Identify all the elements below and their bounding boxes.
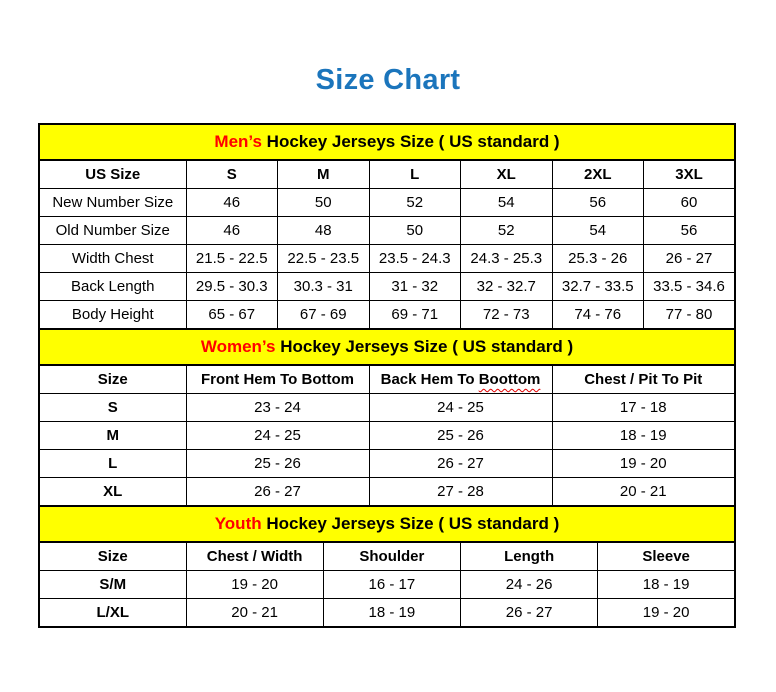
page-title: Size Chart — [315, 64, 461, 96]
column-header: M — [278, 160, 370, 189]
table-row — [39, 599, 735, 628]
cell: 26 - 27 — [644, 245, 736, 273]
banner-text: Hockey Jerseys Size ( US standard ) — [275, 337, 574, 356]
header-row — [39, 365, 735, 394]
column-header: US Size — [39, 160, 186, 189]
cell: 77 - 80 — [644, 301, 736, 330]
cell: 18 - 19 — [323, 599, 460, 628]
column-header: Size — [39, 365, 186, 394]
row-label: L — [39, 450, 186, 478]
cell: 24 - 25 — [369, 394, 552, 422]
cell: 26 - 27 — [461, 599, 598, 628]
cell: 26 - 27 — [186, 478, 369, 507]
cell: 32 - 32.7 — [461, 273, 553, 301]
cell: 24 - 26 — [461, 571, 598, 599]
column-header: Sleeve — [598, 542, 735, 571]
cell: 25 - 26 — [369, 422, 552, 450]
cell: 18 - 19 — [552, 422, 735, 450]
row-label: Body Height — [39, 301, 186, 330]
cell: 69 - 71 — [369, 301, 461, 330]
cell: 32.7 - 33.5 — [552, 273, 644, 301]
banner-text: Hockey Jerseys Size ( US standard ) — [261, 514, 560, 533]
cell: 16 - 17 — [323, 571, 460, 599]
table-row — [39, 571, 735, 599]
cell: 56 — [552, 189, 644, 217]
cell: 19 - 20 — [186, 571, 323, 599]
banner-highlight: Men’s — [214, 132, 262, 151]
cell: 23.5 - 24.3 — [369, 245, 461, 273]
table-banner-youth — [39, 506, 735, 542]
cell: 21.5 - 22.5 — [186, 245, 278, 273]
row-label: Back Length — [39, 273, 186, 301]
row-label: New Number Size — [39, 189, 186, 217]
banner-text: Hockey Jerseys Size ( US standard ) — [261, 132, 560, 151]
cell: 50 — [278, 189, 370, 217]
header-row — [39, 542, 735, 571]
table-row — [39, 301, 735, 330]
table-row — [39, 273, 735, 301]
cell: 22.5 - 23.5 — [278, 245, 370, 273]
column-header: Chest / Width — [186, 542, 323, 571]
size-table-womens — [38, 328, 736, 507]
table-row — [39, 450, 735, 478]
cell: 72 - 73 — [461, 301, 553, 330]
cell: 52 — [461, 217, 553, 245]
cell: 74 - 76 — [552, 301, 644, 330]
row-label: L/XL — [39, 599, 186, 628]
cell: 17 - 18 — [552, 394, 735, 422]
cell: 60 — [644, 189, 736, 217]
cell: 56 — [644, 217, 736, 245]
column-header: XL — [461, 160, 553, 189]
cell: 48 — [278, 217, 370, 245]
cell: 27 - 28 — [369, 478, 552, 507]
banner-row — [39, 329, 735, 365]
banner-highlight: Youth — [214, 514, 262, 533]
cell: 65 - 67 — [186, 301, 278, 330]
table-row — [39, 189, 735, 217]
row-label: S — [39, 394, 186, 422]
table-row — [39, 478, 735, 507]
cell: 19 - 20 — [598, 599, 735, 628]
cell: 46 — [186, 217, 278, 245]
column-header: 3XL — [644, 160, 736, 189]
cell: 30.3 - 31 — [278, 273, 370, 301]
banner-row — [39, 506, 735, 542]
column-header: Back Hem To Boottom — [369, 365, 552, 394]
cell: 18 - 19 — [598, 571, 735, 599]
banner-highlight: Women’s — [200, 337, 276, 356]
cell: 50 — [369, 217, 461, 245]
row-label: M — [39, 422, 186, 450]
cell: 33.5 - 34.6 — [644, 273, 736, 301]
cell: 54 — [552, 217, 644, 245]
column-header: 2XL — [552, 160, 644, 189]
cell: 20 - 21 — [552, 478, 735, 507]
row-label: XL — [39, 478, 186, 507]
size-table-youth — [38, 505, 736, 628]
cell: 23 - 24 — [186, 394, 369, 422]
column-header: Front Hem To Bottom — [186, 365, 369, 394]
header-row — [39, 160, 735, 189]
table-row — [39, 394, 735, 422]
table-row — [39, 422, 735, 450]
row-label: S/M — [39, 571, 186, 599]
cell: 67 - 69 — [278, 301, 370, 330]
size-chart-tables — [38, 123, 736, 628]
cell: 26 - 27 — [369, 450, 552, 478]
cell: 24.3 - 25.3 — [461, 245, 553, 273]
size-table-mens — [38, 123, 736, 330]
table-banner-womens — [39, 329, 735, 365]
column-header: L — [369, 160, 461, 189]
column-header: Chest / Pit To Pit — [552, 365, 735, 394]
misspelled-word: Boottom — [478, 371, 541, 388]
cell: 19 - 20 — [552, 450, 735, 478]
table-banner-mens — [39, 124, 735, 160]
cell: 31 - 32 — [369, 273, 461, 301]
cell: 29.5 - 30.3 — [186, 273, 278, 301]
cell: 25 - 26 — [186, 450, 369, 478]
column-header: Size — [39, 542, 186, 571]
table-row — [39, 245, 735, 273]
cell: 20 - 21 — [186, 599, 323, 628]
cell: 54 — [461, 189, 553, 217]
row-label: Width Chest — [39, 245, 186, 273]
cell: 24 - 25 — [186, 422, 369, 450]
cell: 46 — [186, 189, 278, 217]
column-header: Length — [461, 542, 598, 571]
cell: 25.3 - 26 — [552, 245, 644, 273]
column-header: Shoulder — [323, 542, 460, 571]
column-header: S — [186, 160, 278, 189]
table-row — [39, 217, 735, 245]
row-label: Old Number Size — [39, 217, 186, 245]
banner-row — [39, 124, 735, 160]
cell: 52 — [369, 189, 461, 217]
